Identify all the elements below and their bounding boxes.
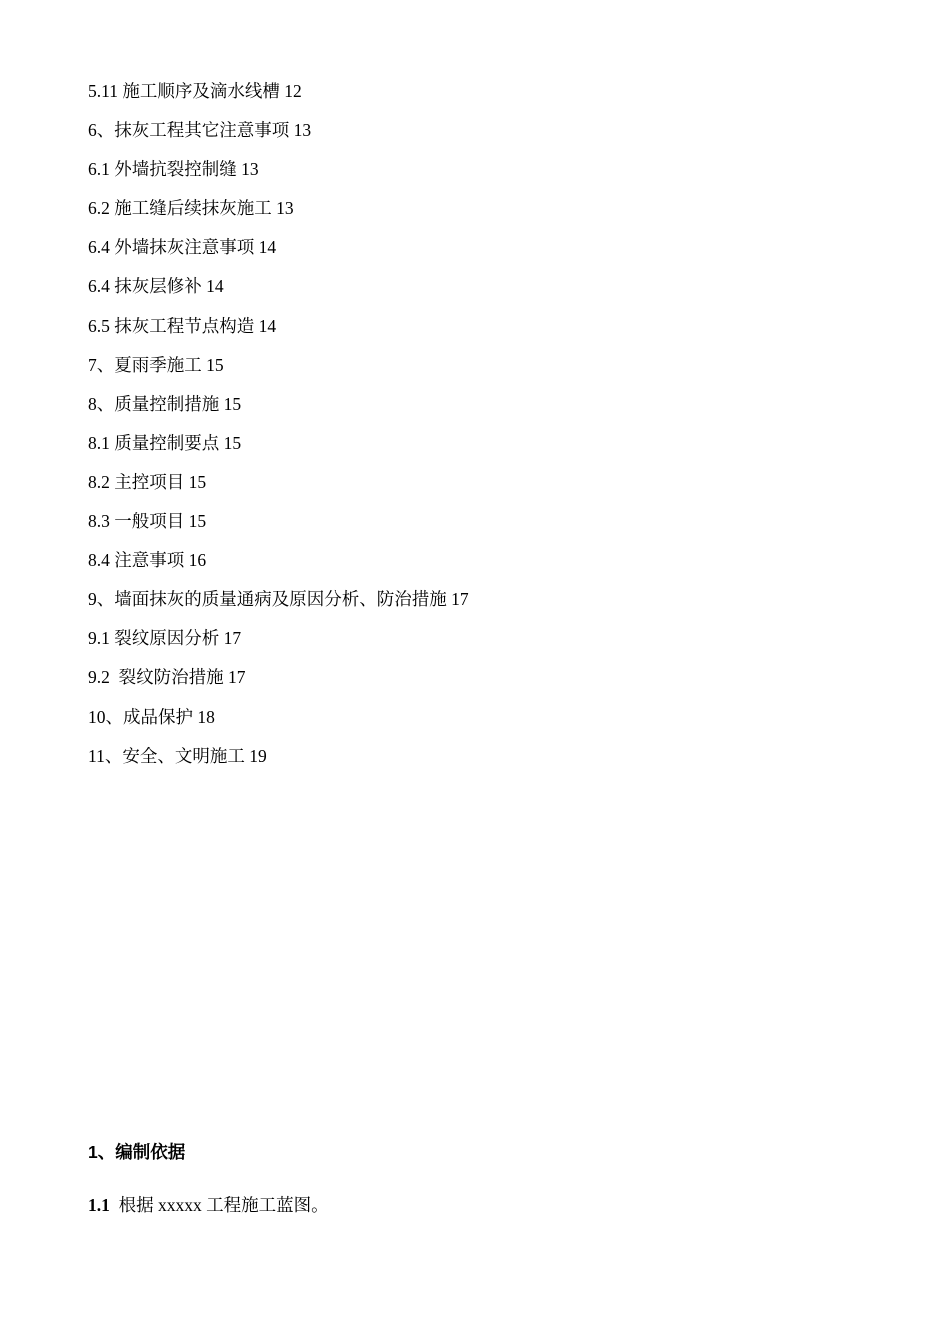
toc-entry[interactable]: 6、抹灰工程其它注意事项 13: [88, 120, 312, 141]
toc-entry[interactable]: 8.3 一般项目 15: [88, 511, 207, 532]
paragraph-number: 1.1: [88, 1195, 110, 1215]
toc-entry[interactable]: 8.2 主控项目 15: [88, 471, 207, 492]
section-heading: 1、编制依据: [88, 1142, 186, 1162]
toc-entry[interactable]: 6.5 抹灰工程节点构造 14: [88, 315, 277, 336]
paragraph-text: 根据 xxxxx 工程施工蓝图。: [109, 1195, 329, 1215]
section-paragraph: [88, 1192, 329, 1218]
toc-entry[interactable]: 8.4 注意事项 16: [88, 550, 207, 571]
toc-entry[interactable]: 9.1 裂纹原因分析 17: [88, 628, 242, 649]
toc-entry[interactable]: 8.1 质量控制要点 15: [88, 432, 242, 453]
toc-entry[interactable]: 7、夏雨季施工 15: [88, 354, 224, 375]
toc-entry[interactable]: 6.1 外墙抗裂控制缝 13: [88, 159, 259, 180]
toc-entry[interactable]: 5.11 施工顺序及滴水线槽 12: [88, 81, 302, 101]
toc-entry[interactable]: 9.2 裂纹防治措施 17: [88, 667, 246, 688]
toc-entry[interactable]: 11、安全、文明施工 19: [88, 745, 267, 766]
toc-entry[interactable]: 6.2 施工缝后续抹灰施工 13: [88, 198, 294, 219]
toc-entry[interactable]: 6.4 外墙抹灰注意事项 14: [88, 237, 277, 258]
toc-entry[interactable]: 10、成品保护 18: [88, 706, 215, 727]
toc-entry[interactable]: 6.4 抹灰层修补 14: [88, 276, 224, 297]
toc-entry[interactable]: 9、墙面抹灰的质量通病及原因分析、防治措施 17: [88, 589, 469, 610]
toc-entry[interactable]: 8、质量控制措施 15: [88, 393, 242, 414]
table-of-contents: [88, 78, 469, 782]
